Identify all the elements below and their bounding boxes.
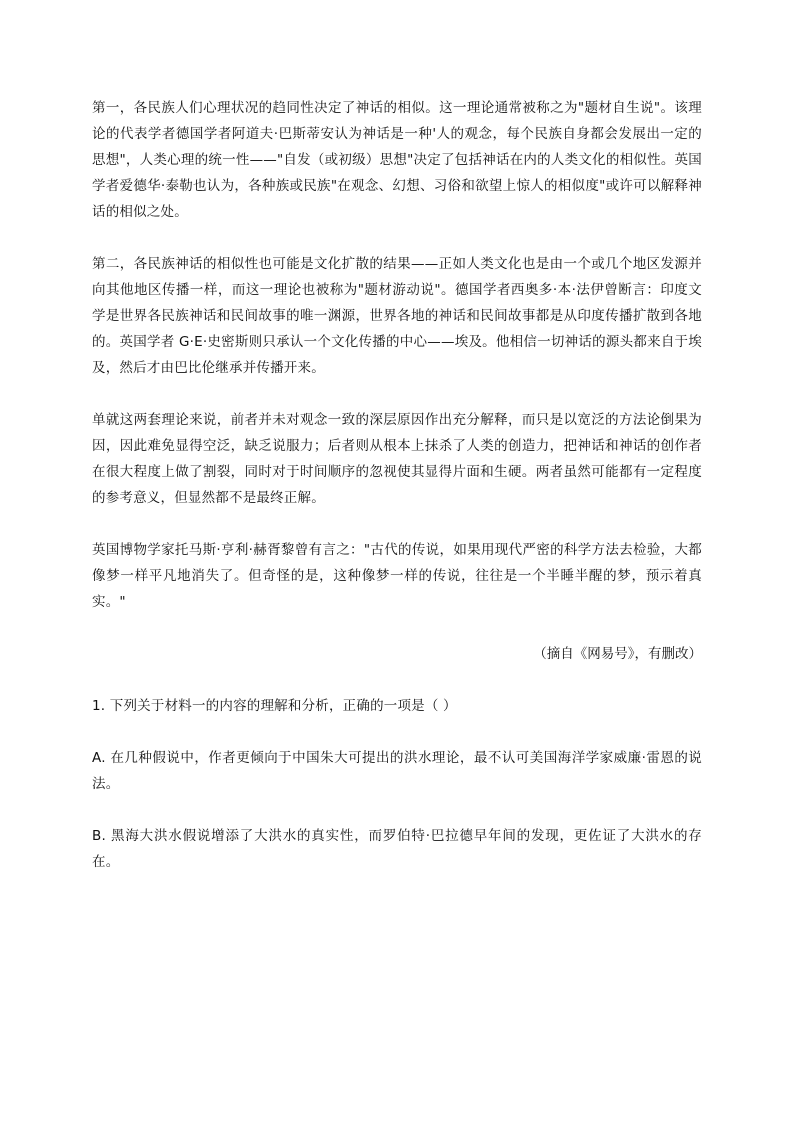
- paragraph-theory-two: 第二，各民族神话的相似性也可能是文化扩散的结果——正如人类文化也是由一个或几个地区发源并向其他地区传播一样，而这一理论也被称为"题材游动说"。德国学者西奥多·本·法伊曾断言：印度文学是世界各民族神话和民间故事的唯一渊源，世界各地的神话和民间故事都是从印度传播扩散到各地的。英国学者 G·E·史密斯则只承认一个文化传播的中心——埃及。他相信一切神话的源头都来自于埃及，然后才由巴比伦继承并传播开来。: [92, 256, 702, 376]
- question-stem: 1. 下列关于材料一的内容的理解和分析，正确的一项是（ ）: [92, 698, 457, 714]
- document-page: [92, 95, 702, 875]
- source-citation: （摘自《网易号》，有删改）: [533, 646, 702, 662]
- option-a: A. 在几种假说中，作者更倾向于中国朱大可提出的洪水理论，最不认可美国海洋学家威廉·雷恩的说法。: [92, 750, 702, 792]
- option-b: B. 黑海大洪水假说增添了大洪水的真实性，而罗伯特·巴拉德早年间的发现，更佐证了大洪水的存在。: [92, 828, 702, 870]
- paragraph-quote: 英国博物学家托马斯·亨利·赫胥黎曾有言之："古代的传说，如果用现代严密的科学方法去检验，大都像梦一样平凡地消失了。但奇怪的是，这种像梦一样的传说，往往是一个半睡半醒的梦，预示着真实。": [92, 542, 702, 610]
- paragraph-theory-one: 第一，各民族人们心理状况的趋同性决定了神话的相似。这一理论通常被称之为"题材自生说"。该理论的代表学者德国学者阿道夫·巴斯蒂安认为神话是一种'人的观念，每个民族自身都会发展出一定的思想"，人类心理的统一性——"自发（或初级）思想"决定了包括神话在内的人类文化的相似性。英国学者爱德华·泰勒也认为，各种族或民族"在观念、幻想、习俗和欲望上惊人的相似度"或许可以解释神话的相似之处。: [92, 100, 702, 220]
- paragraph-evaluation: 单就这两套理论来说，前者并未对观念一致的深层原因作出充分解释，而只是以宽泛的方法论倒果为因，因此难免显得空泛，缺乏说服力；后者则从根本上抹杀了人类的创造力，把神话和神话的创作者在很大程度上做了割裂，同时对于时间顺序的忽视使其显得片面和生硬。两者虽然可能都有一定程度的参考意义，但显然都不是最终正解。: [92, 412, 702, 506]
